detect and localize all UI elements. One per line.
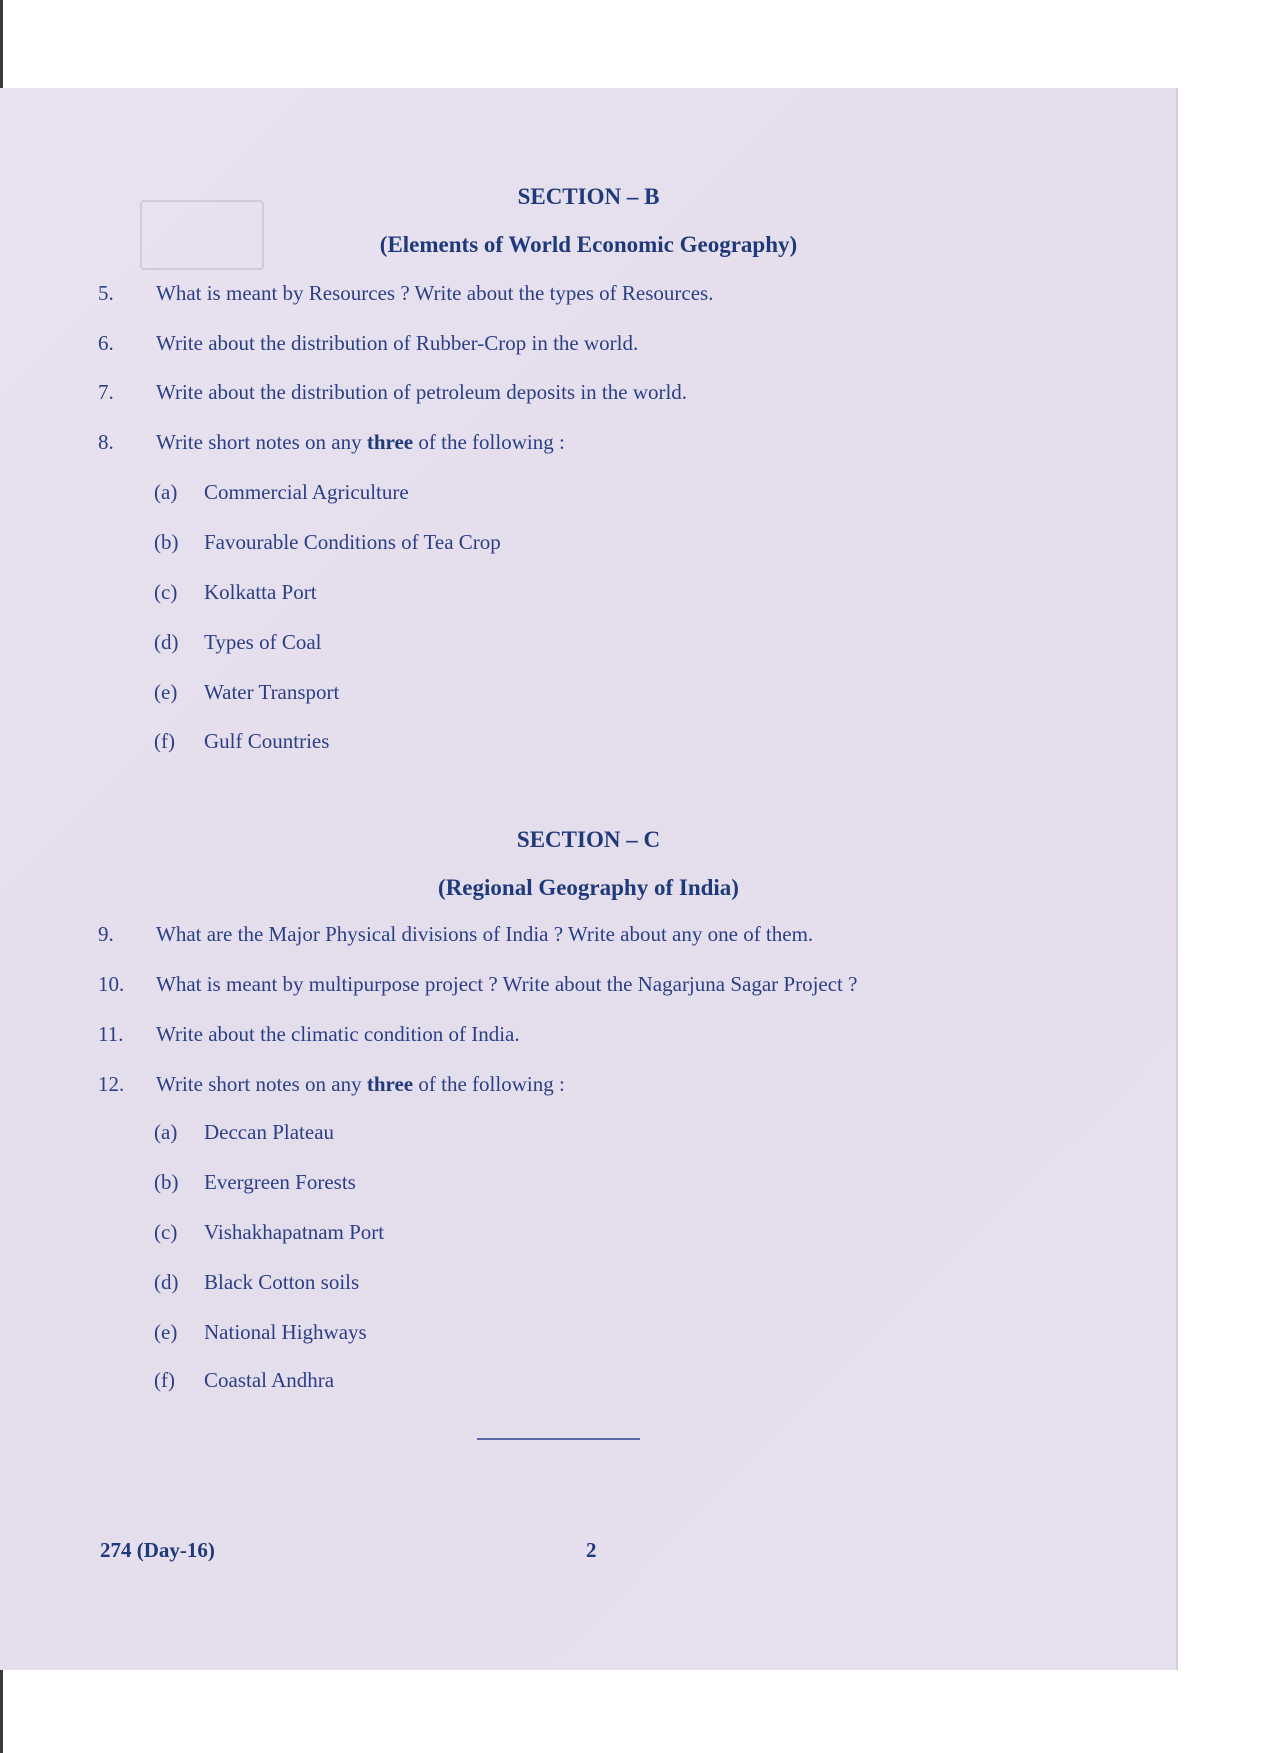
question-text: Write about the climatic condition of India. bbox=[156, 1022, 520, 1046]
question-number: 11. bbox=[98, 1022, 124, 1046]
section-b-subtitle: (Elements of World Economic Geography) bbox=[379, 232, 798, 257]
subitem-label: (c) bbox=[154, 1220, 178, 1244]
paper-code: 274 (Day-16) bbox=[100, 1538, 215, 1562]
question-number: 12. bbox=[98, 1072, 125, 1096]
subitem-text: Gulf Countries bbox=[204, 729, 330, 753]
subitem-label: (c) bbox=[154, 580, 178, 604]
subitem-text: Coastal Andhra bbox=[204, 1368, 335, 1392]
subitem-text: Deccan Plateau bbox=[204, 1120, 335, 1144]
question-number: 7. bbox=[98, 380, 114, 404]
subitem-label: (d) bbox=[154, 630, 179, 654]
question-text: Write about the distribution of Rubber-Crop in the world. bbox=[156, 331, 639, 355]
subitem-label: (e) bbox=[154, 680, 178, 704]
emphasis-three: three bbox=[366, 430, 414, 454]
subitem-text: Favourable Conditions of Tea Crop bbox=[204, 530, 501, 554]
subitem-label: (d) bbox=[154, 1270, 179, 1294]
question-text: Write short notes on any three of the following : bbox=[156, 430, 565, 454]
subitem-text: Vishakhapatnam Port bbox=[204, 1220, 385, 1244]
subitem-label: (a) bbox=[154, 480, 178, 504]
question-text: Write about the distribution of petroleum deposits in the world. bbox=[156, 380, 688, 404]
question-text: Write short notes on any three of the following : bbox=[156, 1072, 565, 1096]
subitem-label: (b) bbox=[154, 530, 179, 554]
subitem-text: Kolkatta Port bbox=[204, 580, 317, 604]
question-text: What is meant by Resources ? Write about the types of Resources. bbox=[156, 281, 714, 305]
subitem-label: (e) bbox=[154, 1320, 178, 1344]
subitem-text: Water Transport bbox=[204, 680, 340, 704]
subitem-text: Black Cotton soils bbox=[204, 1270, 360, 1294]
subitem-label: (b) bbox=[154, 1170, 179, 1194]
subitem-label: (f) bbox=[154, 729, 175, 753]
section-b-title: SECTION – B bbox=[517, 184, 660, 209]
page-number: 2 bbox=[586, 1538, 597, 1562]
subitem-text: Evergreen Forests bbox=[204, 1170, 356, 1194]
question-text: What are the Major Physical divisions of India ? Write about any one of them. bbox=[156, 922, 814, 946]
section-c-subtitle: (Regional Geography of India) bbox=[438, 875, 739, 900]
question-number: 10. bbox=[98, 972, 125, 996]
question-text: What is meant by multipurpose project ? Write about the Nagarjuna Sagar Project ? bbox=[156, 972, 858, 996]
subitem-label: (f) bbox=[154, 1368, 175, 1392]
question-number: 9. bbox=[98, 922, 114, 946]
question-number: 6. bbox=[98, 331, 114, 355]
subitem-text: Commercial Agriculture bbox=[204, 480, 409, 504]
subitem-text: National Highways bbox=[204, 1320, 367, 1344]
end-rule bbox=[477, 1438, 640, 1440]
subitem-label: (a) bbox=[154, 1120, 178, 1144]
emphasis-three: three bbox=[366, 1072, 414, 1096]
question-number: 5. bbox=[98, 281, 114, 305]
question-number: 8. bbox=[98, 430, 114, 454]
subitem-text: Types of Coal bbox=[204, 630, 322, 654]
section-c-title: SECTION – C bbox=[516, 827, 661, 852]
